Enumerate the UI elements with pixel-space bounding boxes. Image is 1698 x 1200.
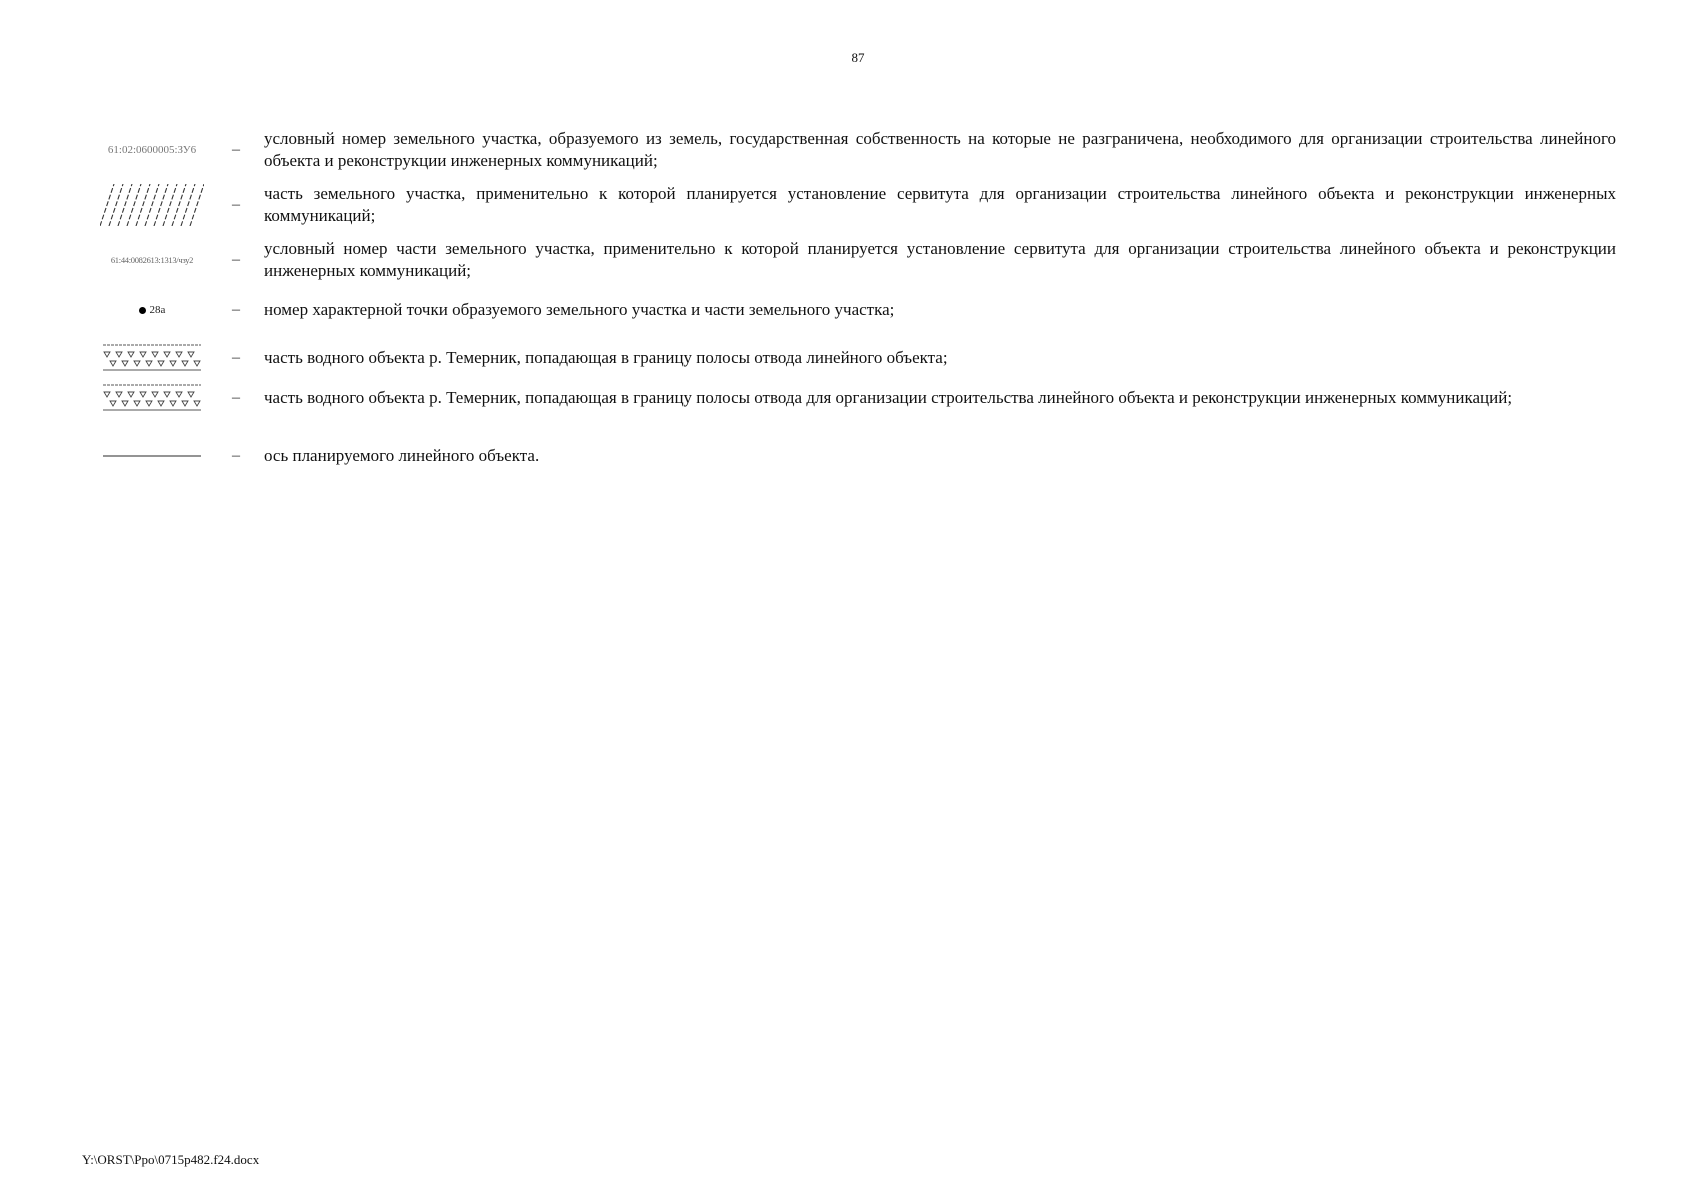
dash: – bbox=[232, 196, 240, 213]
water-body-icon bbox=[96, 383, 208, 413]
water-body-icon bbox=[96, 343, 208, 373]
legend-row-point bbox=[96, 299, 1616, 321]
legend-text: номер характерной точки образуемого земельного участка и части земельного участка; bbox=[264, 300, 895, 319]
hatch-pattern-icon bbox=[96, 184, 208, 226]
dash: – bbox=[232, 251, 240, 268]
legend-row-water-2 bbox=[96, 383, 1616, 413]
legend-row-plot-number bbox=[96, 128, 1616, 172]
legend-text: часть водного объекта р. Темерник, попадающая в границу полосы отвода для организации строительства линейного объекта и реконструкции инженерных коммуникаций; bbox=[264, 388, 1513, 407]
legend-row-part-number bbox=[96, 238, 1616, 282]
axis-line-icon bbox=[96, 454, 208, 458]
dash: – bbox=[232, 389, 240, 406]
legend-text: условный номер части земельного участка, применительно к которой планируется установление сервитута для организации строительства линейного объекта и реконструкции инженерных коммуникаций; bbox=[264, 239, 1616, 280]
dash: – bbox=[232, 447, 240, 464]
part-number-symbol: 61:44:0082613:1313/чзу2 bbox=[110, 255, 194, 265]
legend-text: ось планируемого линейного объекта. bbox=[264, 446, 540, 465]
file-path-footer: Y:\ORST\Ppo\0715p482.f24.docx bbox=[82, 1152, 260, 1167]
plot-number-symbol: 61:02:0600005:ЗУ6 bbox=[107, 144, 197, 156]
dash: – bbox=[232, 141, 240, 158]
point-symbol: 28а bbox=[139, 304, 166, 316]
legend-text: часть земельного участка, применительно к которой планируется установление сервитута для организации строительства линейного объекта и реконструкции инженерных коммуникаций; bbox=[264, 184, 1616, 225]
legend-text: условный номер земельного участка, образуемого из земель, государственная собственность на которые не разграничена, необходимого для организации строительства линейного объекта и реконструкции инженерных коммуникаций; bbox=[264, 129, 1616, 170]
dash: – bbox=[232, 301, 240, 318]
legend-text: часть водного объекта р. Темерник, попадающая в границу полосы отвода линейного объекта; bbox=[264, 348, 948, 367]
legend-row-servitude-part bbox=[96, 183, 1616, 227]
legend-row-water-1 bbox=[96, 343, 1616, 373]
dash: – bbox=[232, 349, 240, 366]
page-number: 87 bbox=[851, 50, 865, 65]
legend-row-axis bbox=[96, 445, 1616, 467]
dot-icon bbox=[139, 307, 146, 314]
